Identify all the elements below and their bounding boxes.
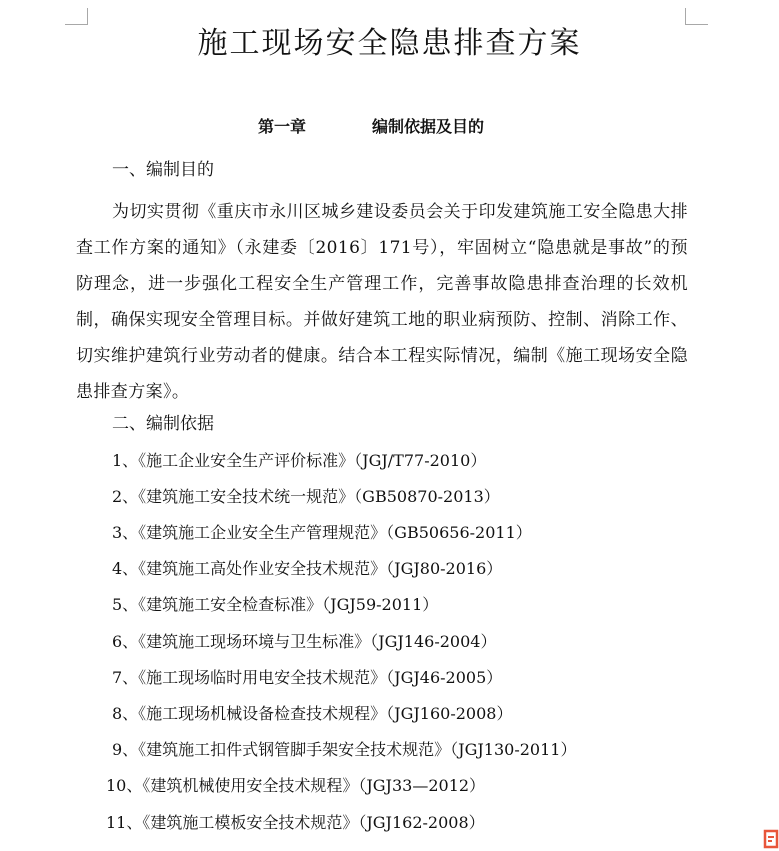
reference-item: 3、《建筑施工企业安全生产管理规范》（GB50656-2011） [112,523,532,542]
reference-item: 8、《施工现场机械设备检查技术规程》（JGJ160-2008） [112,704,513,723]
reference-item: 4、《建筑施工高处作业安全技术规范》（JGJ80-2016） [112,559,503,578]
reference-item: 5、《建筑施工安全检查标准》（JGJ59-2011） [112,595,439,614]
section-heading-basis: 二、编制依据 [112,414,214,434]
chapter-heading [0,114,779,140]
document-title: 施工现场安全隐患排查方案 [197,26,582,61]
reference-item: 11、《建筑施工模板安全技术规范》（JGJ162-2008） [106,813,485,832]
reference-item: 10、《建筑机械使用安全技术规程》（JGJ33—2012） [106,776,486,795]
reference-item: 9、《建筑施工扣件式钢管脚手架安全技术规范》（JGJ130-2011） [112,740,577,759]
wps-logo-icon [763,829,779,849]
reference-item: 2、《建筑施工安全技术统一规范》（GB50870-2013） [112,487,500,506]
purpose-paragraph: 为切实贯彻《重庆市永川区城乡建设委员会关于印发建筑施工安全隐患大排查工作方案的通知》（永建委〔2016〕171号），牢固树立“隐患就是事故”的预防理念，进一步强化工程安全生产管理工作，完善事故隐患排查治理的长效机制，确保实现安全管理目标。并做好建筑工地的职业病预防、控制、消除工作、切实维护建筑行业劳动者的健康。结合本工程实际情况，编制《施工现场安全隐患排查方案》。 [76,202,688,402]
reference-item: 6、《建筑施工现场环境与卫生标准》（JGJ146-2004） [112,632,497,651]
chapter-name: 编制依据及目的 [372,117,485,136]
section-heading-purpose: 一、编制目的 [112,160,214,180]
chapter-number: 第一章 [258,117,307,136]
reference-item: 7、《施工现场临时用电安全技术规范》（JGJ46-2005） [112,668,503,687]
reference-item: 1、《施工企业安全生产评价标准》（JGJ/T77-2010） [112,451,487,470]
